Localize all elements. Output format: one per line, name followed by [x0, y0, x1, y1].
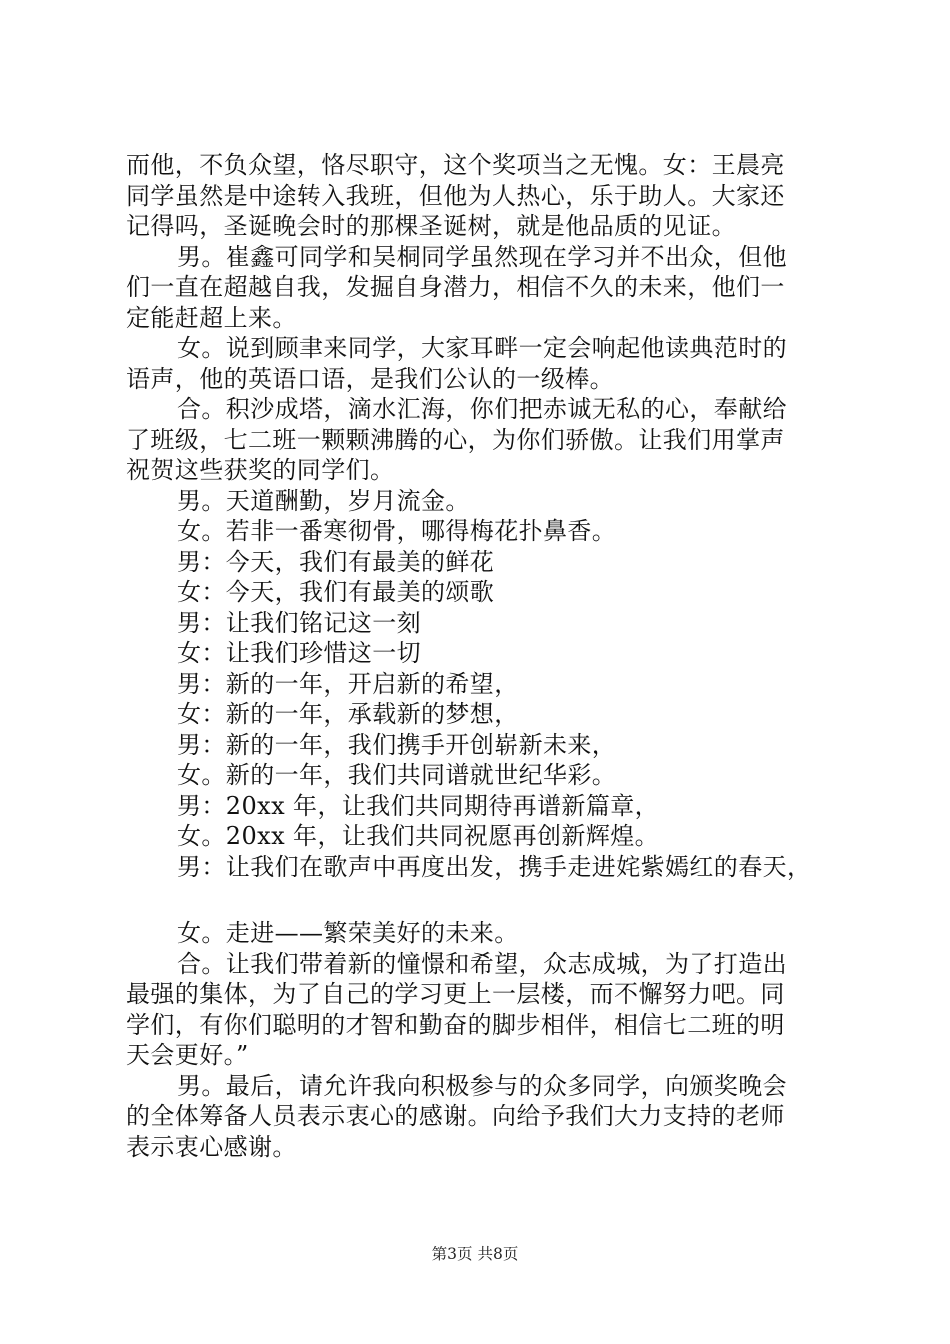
text-line: 男：今天，我们有最美的鲜花: [177, 547, 495, 576]
text-line: 女。走进——繁荣美好的未来。: [177, 919, 519, 947]
text-line: 女：新的一年，承载新的梦想，: [177, 700, 519, 728]
text-line: 同学虽然是中途转入我班，但他为人热心，乐于助人。大家还: [126, 181, 785, 210]
text-line: 男。崔鑫可同学和吴桐同学虽然现在学习并不出众，但他: [177, 242, 787, 271]
text-line: 了班级，七二班一颗颗沸腾的心，为你们骄傲。让我们用掌声: [126, 425, 785, 454]
text-line: 学们，有你们聪明的才智和勤奋的脚步相伴，相信七二班的明: [126, 1010, 785, 1039]
paragraph-gap: [126, 882, 836, 918]
text-line: 天会更好。”: [126, 1041, 249, 1069]
text-line: 记得吗，圣诞晚会时的那棵圣诞树，就是他品质的见证。: [126, 212, 736, 240]
text-line: 女。说到顾聿来同学，大家耳畔一定会响起他读典范时的: [177, 334, 787, 362]
text-line: 男：让我们铭记这一刻: [177, 608, 421, 637]
text-line: 女。新的一年，我们共同谱就世纪华彩。: [177, 761, 617, 789]
text-line: 男：新的一年，我们携手开创崭新未来，: [177, 730, 617, 759]
text-line: 男：新的一年，开启新的希望，: [177, 669, 519, 698]
text-line: 女：今天，我们有最美的颂歌: [177, 578, 495, 606]
text-line: 最强的集体，为了自己的学习更上一层楼，而不懈努力吧。同: [126, 980, 785, 1008]
text-line: 合。积沙成塔，滴水汇海，你们把赤诚无私的心，奉献给: [177, 395, 787, 423]
text-line: 祝贺这些获奖的同学们。: [126, 456, 395, 484]
text-line: 合。让我们带着新的憧憬和希望，众志成城，为了打造出: [177, 949, 787, 978]
text-line: 定能赶超上来。: [126, 303, 297, 332]
text-line: 的全体筹备人员表示衷心的感谢。向给予我们大力支持的老师: [126, 1102, 785, 1130]
text-line: 男：20xx 年，让我们共同期待再谱新篇章，: [177, 791, 660, 820]
text-line: 语声，他的英语口语，是我们公认的一级棒。: [126, 364, 614, 393]
text-line: 男。最后，请允许我向积极参与的众多同学，向颁奖晚会: [177, 1071, 787, 1100]
page-number-footer: 第3页 共8页: [431, 1245, 519, 1263]
text-line: 而他，不负众望，恪尽职守，这个奖项当之无愧。女：王晨亮: [126, 151, 785, 179]
document-body: [126, 150, 836, 1162]
text-line: 表示衷心感谢。: [126, 1132, 297, 1161]
text-line: 女。若非一番寒彻骨，哪得梅花扑鼻香。: [177, 517, 617, 545]
text-line: 男：让我们在歌声中再度出发，携手走进姹紫嫣红的春天，: [177, 852, 812, 881]
text-line: 女。20xx 年，让我们共同祝愿再创新辉煌。: [177, 822, 660, 850]
text-line: 们一直在超越自我，发掘自身潜力，相信不久的未来，他们一: [126, 273, 785, 301]
text-line: 女：让我们珍惜这一切: [177, 639, 421, 667]
text-line: 男。天道酬勤，岁月流金。: [177, 486, 470, 515]
